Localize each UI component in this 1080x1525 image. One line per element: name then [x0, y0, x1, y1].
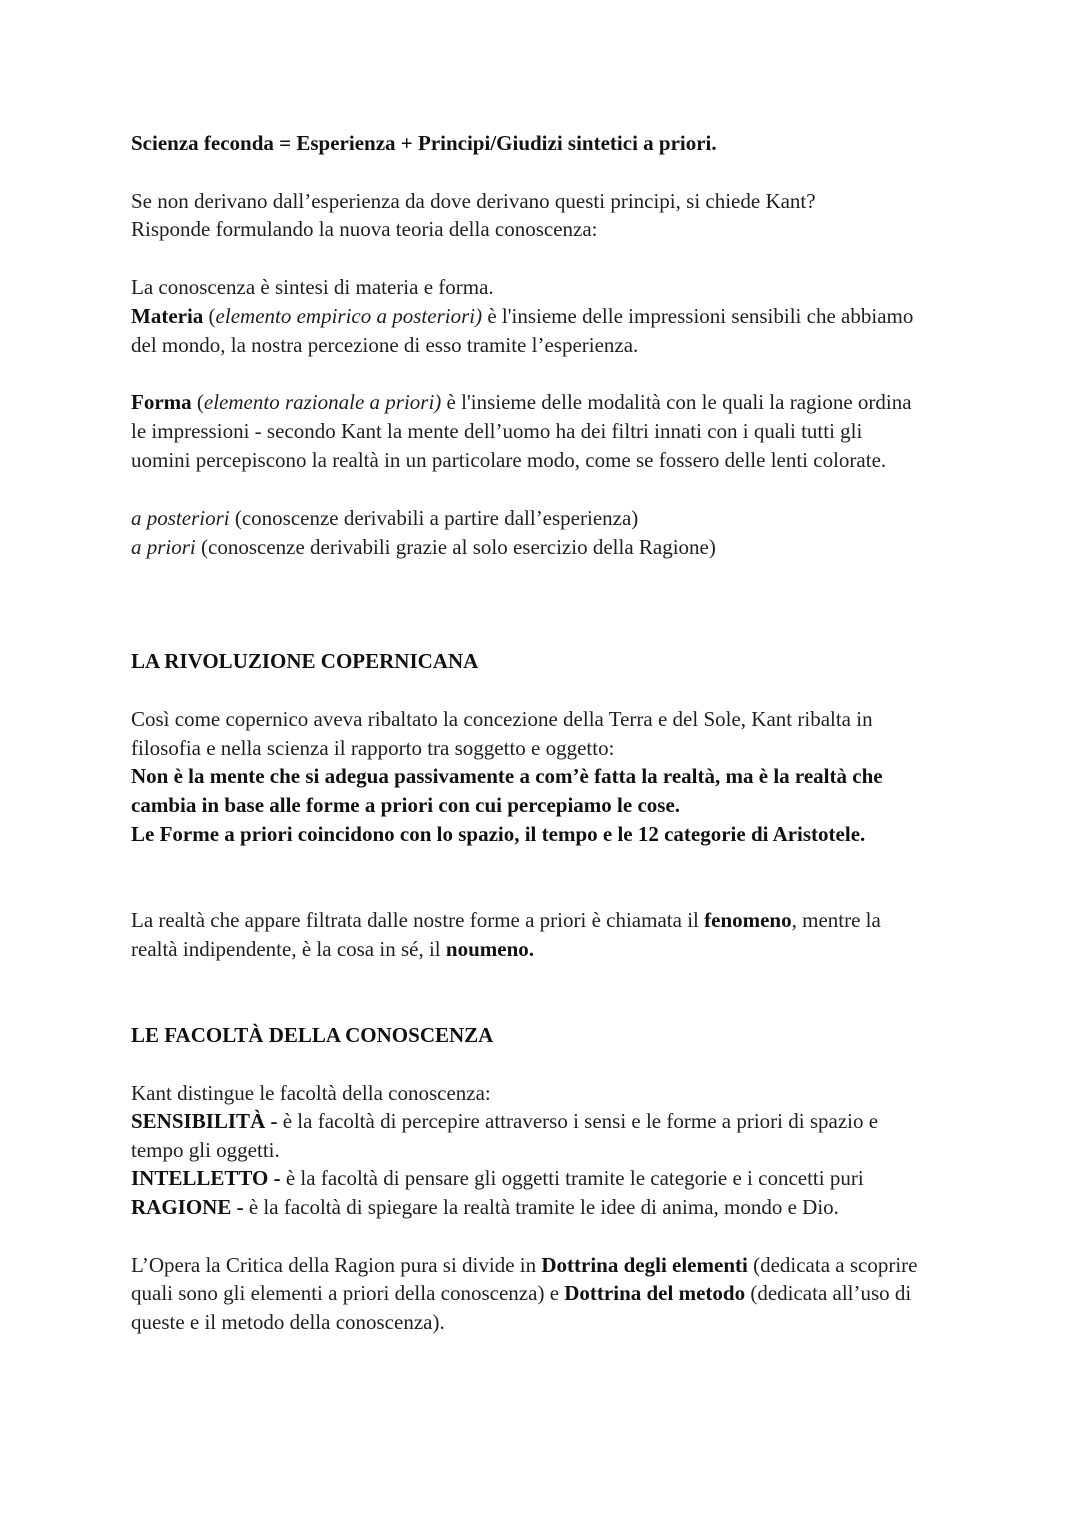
question-line-2: Risponde formulando la nuova teoria della conoscenza:: [131, 217, 598, 241]
sensibilita-line-1: SENSIBILITÀ - è la facoltà di percepire attraverso i sensi e le forme a priori di spazio e: [131, 1109, 879, 1133]
revolution-line-2: filosofia e nella scienza il rapporto tra soggetto e oggetto:: [131, 736, 615, 760]
synthesis-line: La conoscenza è sintesi di materia e forma.: [131, 275, 494, 299]
dottrina-elementi: Dottrina degli elementi: [541, 1253, 748, 1277]
intelletto-line: INTELLETTO - è la facoltà di pensare gli oggetti tramite le categorie e i concetti puri: [131, 1166, 864, 1190]
forma-line-3: uomini percepiscono la realtà in un particolare modo, come se fossero delle lenti colorate.: [131, 448, 887, 472]
dottrina-metodo: Dottrina del metodo: [564, 1281, 746, 1305]
sensibilita-line-2: tempo gli oggetti.: [131, 1138, 280, 1162]
revolution-bold-1: Non è la mente che si adegua passivamente a com’è fatta la realtà, ma è la realtà che: [131, 764, 883, 788]
posteriori-line: a posteriori (conoscenze derivabili a partire dall’esperienza): [131, 506, 639, 530]
priori-line: a priori (conoscenze derivabili grazie al solo esercizio della Ragione): [131, 535, 716, 559]
posteriori-term: a posteriori: [131, 506, 230, 530]
priori-term: a priori: [131, 535, 196, 559]
formula-line: Scienza feconda = Esperienza + Principi/Giudizi sintetici a priori.: [131, 131, 717, 155]
opera-line-1: L’Opera la Critica della Ragion pura si divide in Dottrina degli elementi (dedicata a scoprire: [131, 1253, 918, 1277]
ragione-term: RAGIONE -: [131, 1195, 244, 1219]
forma-term: Forma: [131, 390, 192, 414]
sensibilita-term: SENSIBILITÀ -: [131, 1109, 278, 1133]
revolution-bold-3: Le Forme a priori coincidono con lo spazio, il tempo e le 12 categorie di Aristotele.: [131, 822, 866, 846]
question-line-1: Se non derivano dall’esperienza da dove derivano questi principi, si chiede Kant?: [131, 189, 816, 213]
intelletto-term: INTELLETTO -: [131, 1166, 281, 1190]
opera-line-3: queste e il metodo della conoscenza).: [131, 1310, 445, 1334]
fenomeno-term: fenomeno: [704, 908, 792, 932]
revolution-line-1: Così come copernico aveva ribaltato la concezione della Terra e del Sole, Kant ribalta in: [131, 707, 873, 731]
revolution-bold-2: cambia in base alle forme a priori con cui percepiamo le cose.: [131, 793, 681, 817]
forma-line-1: Forma (elemento razionale a priori) è l'insieme delle modalità con le quali la ragione ordina: [131, 390, 912, 414]
opera-line-2: quali sono gli elementi a priori della conoscenza) e Dottrina del metodo (dedicata all’uso di: [131, 1281, 912, 1305]
ragione-line: RAGIONE - è la facoltà di spiegare la realtà tramite le idee di anima, mondo e Dio.: [131, 1195, 839, 1219]
forma-line-2: le impressioni - secondo Kant la mente dell’uomo ha dei filtri innati con i quali tutti gli: [131, 419, 863, 443]
materia-line-1: Materia (elemento empirico a posteriori) è l'insieme delle impressioni sensibili che abbiamo: [131, 304, 914, 328]
faculties-intro: Kant distingue le facoltà della conoscenza:: [131, 1081, 491, 1105]
section-heading-faculties: LE FACOLTÀ DELLA CONOSCENZA: [131, 1023, 494, 1047]
fenomeno-line: La realtà che appare filtrata dalle nostre forme a priori è chiamata il fenomeno, mentre la: [131, 908, 881, 932]
materia-term: Materia: [131, 304, 204, 328]
materia-line-2: del mondo, la nostra percezione di esso tramite l’esperienza.: [131, 333, 639, 357]
noumeno-line: realtà indipendente, è la cosa in sé, il noumeno.: [131, 937, 534, 961]
section-heading-revolution: LA RIVOLUZIONE COPERNICANA: [131, 649, 479, 673]
noumeno-term: noumeno.: [445, 937, 534, 961]
